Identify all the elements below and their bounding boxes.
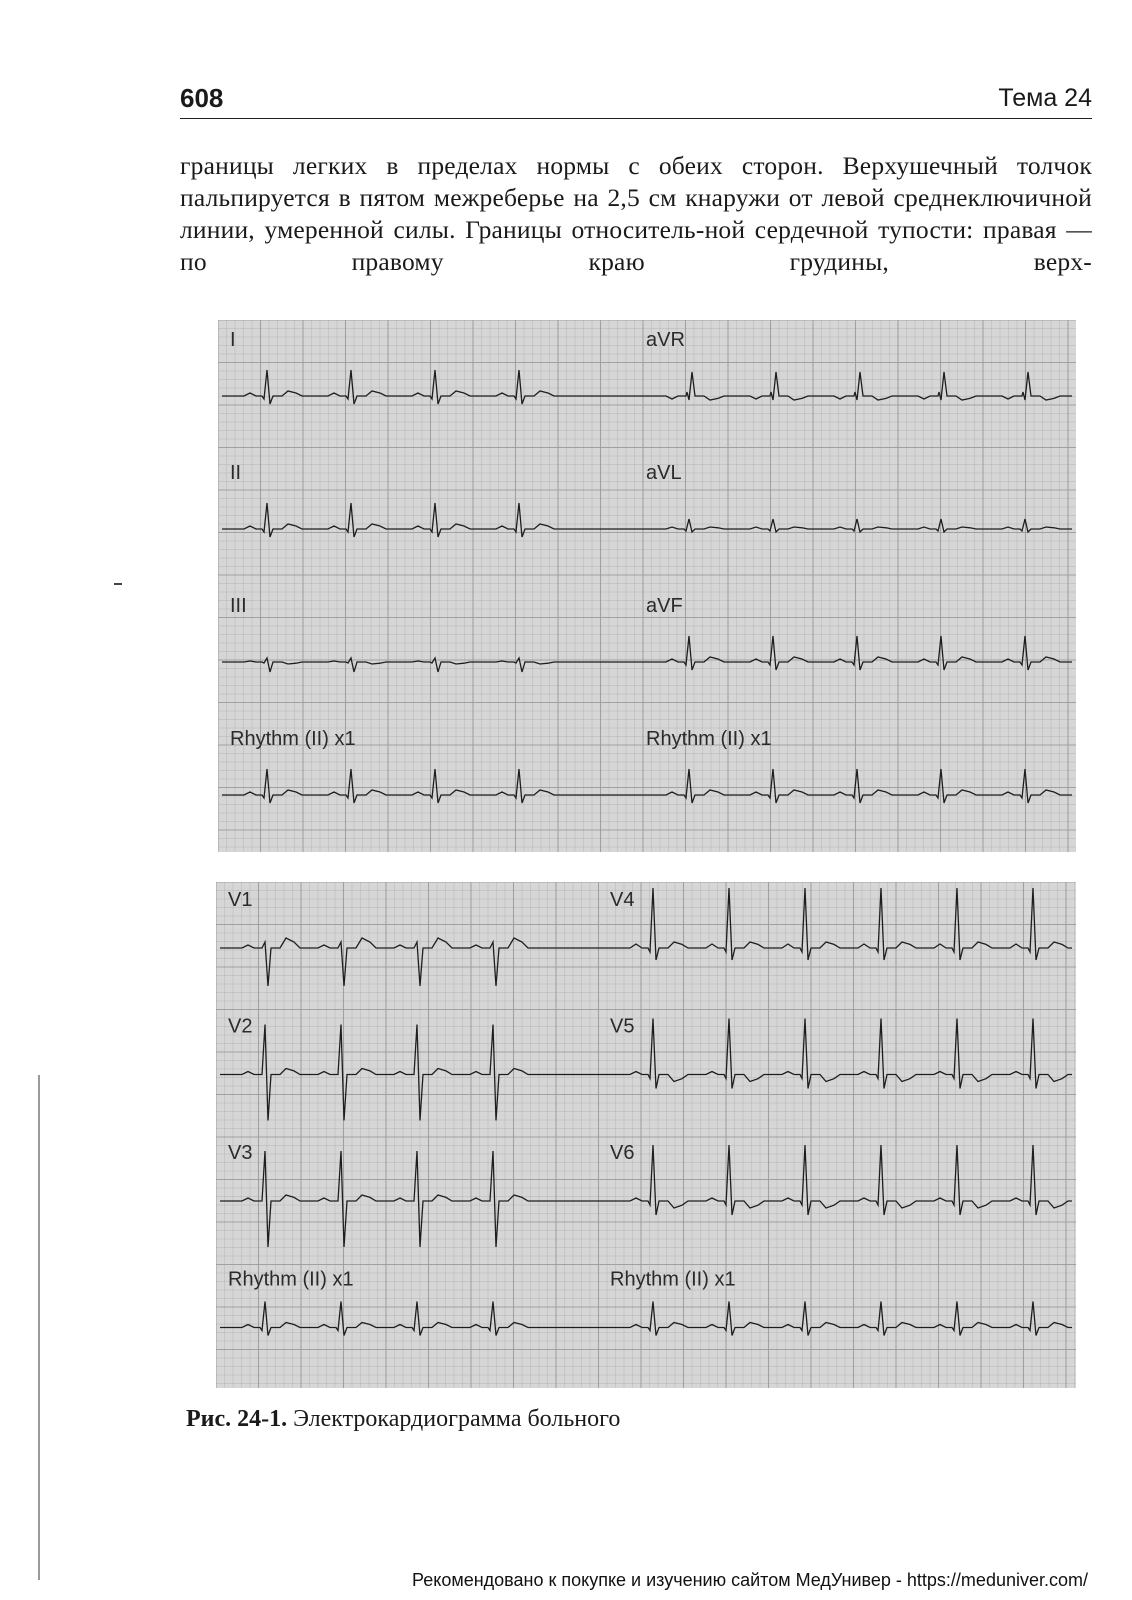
ecg-limb-leads-panel: [218, 320, 1076, 852]
figure.chest_panel-trace-2: [220, 1025, 602, 1121]
page-number: 608: [180, 83, 224, 113]
figure-caption-text: Электрокардиограмма больного: [287, 1406, 621, 1432]
figure-caption-label: Рис. 24-1.: [186, 1406, 288, 1432]
figure-caption: [186, 1404, 620, 1434]
page-header: [180, 82, 1092, 119]
figure.chest_panel-label-6: Rhythm (II) x1: [228, 1268, 354, 1291]
ecg-grid: [218, 320, 1076, 852]
footer-note: Рекомендовано к покупке и изучению сайтом МедУнивер - https://meduniver.com/: [412, 1570, 1088, 1590]
figure.limb_panel-label-0: I: [230, 329, 236, 351]
figure.chest_panel-trace-4: [220, 1151, 602, 1247]
figure.chest_panel-label-0: V1: [228, 889, 253, 911]
figure.chest_panel-label-4: V3: [228, 1142, 253, 1164]
figure.limb_panel-label-4: III: [230, 595, 247, 617]
figure.limb_panel-label-1: aVR: [646, 329, 685, 351]
figure.limb_panel-label-7: Rhythm (II) x1: [646, 728, 772, 750]
figure.limb_panel-label-5: aVF: [646, 595, 683, 617]
figure.chest_panel-label-5: V6: [610, 1142, 635, 1164]
ecg-limb-leads-svg: [218, 320, 1076, 852]
figure.chest_panel-trace-0: [220, 938, 602, 986]
figure.chest_panel-trace-3: [602, 1019, 1072, 1089]
margin-dash: [114, 583, 122, 585]
running-head: Тема 24: [998, 84, 1092, 112]
figure.chest_panel-label-2: V2: [228, 1015, 253, 1038]
body-paragraph: границы легких в пределах нормы с обеих сторон. Верхушечный толчок пальпируется в пятом межреберье на 2,5 см кнаружи от левой среднеключичной линии, умеренной силы. Границы относитель-ной сердечной тупости: правая — по правому краю грудины, верх-: [180, 151, 1092, 276]
margin-rule: [38, 1075, 40, 1580]
figure.limb_panel-label-6: Rhythm (II) x1: [230, 728, 356, 750]
figure.limb_panel-label-3: aVL: [646, 462, 682, 484]
ecg-chest-leads-panel: [216, 882, 1076, 1388]
ecg-grid: [216, 882, 1076, 1388]
figure.limb_panel-label-2: II: [230, 462, 242, 484]
figure.chest_panel-label-3: V5: [610, 1015, 635, 1038]
figure.chest_panel-label-1: V4: [610, 889, 635, 911]
ecg-chest-leads-svg: [216, 882, 1076, 1388]
figure.chest_panel-label-7: Rhythm (II) x1: [610, 1268, 736, 1291]
